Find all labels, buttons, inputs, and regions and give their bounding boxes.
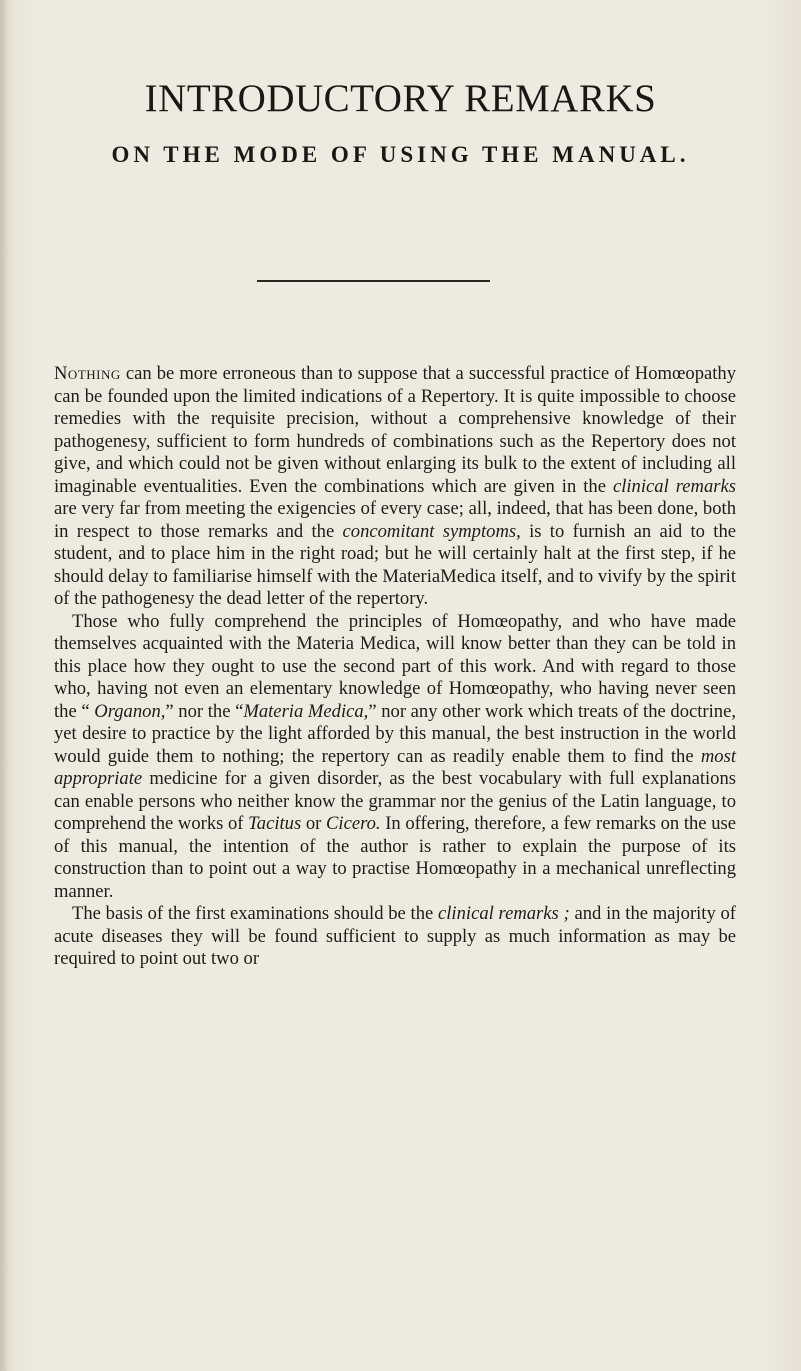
text-run: can be more erroneous than to suppose that a successful practice of Homœopathy can be founded upon the limited indications of a Repertory. It is quite impossible to choose remedies with the requisite precision, without a comprehensive knowledge of their pathogenesy, sufficient to form hundreds of combinations such as the Repertory does not give, and which could not be given without enlarging its bulk to the extent of including all imaginable eventualities. Even the combinations which are given in the (54, 363, 736, 497)
italic-run: clinical remarks ; (438, 903, 570, 924)
chapter-title: INTRODUCTORY REMARKS (144, 77, 657, 120)
paragraph-3 (54, 903, 736, 971)
italic-run: Tacitus (248, 813, 302, 834)
text-run: ” nor any other work which treats of the doctrine, yet desire to practice by the light afforded by this manual, the best instruction in the world would guide them to nothing; the repertory can as readily enable them to find the (54, 700, 736, 767)
italic-run: Organon, (94, 700, 166, 722)
binding-shadow (0, 0, 8, 1371)
text-run: The basis of the first examinations should be the (72, 903, 439, 924)
text-run: or (301, 813, 327, 834)
text-run: are very far from meeting the exigencies of every case; all, indeed, that has been done, both in respect to those remarks and the (54, 498, 736, 542)
text-run: ” nor the “ (165, 700, 244, 722)
text-run: medicine for a given disorder, as the best vocabulary with full explanations can enable persons who neither know the grammar nor the genius of the Latin language, to comprehend the works of (54, 768, 736, 834)
body-text (54, 363, 736, 971)
text-run: Those who fully comprehend the principles of Homœopathy, and who have made themselves acquainted with the Materia Medica, will know better than they can be told in this place how they ought to use the second part of this work. And with regard to those who, having not even an elementary knowledge of Homœopathy, who having never seen the “ (54, 610, 736, 722)
chapter-subtitle: ON THE MODE OF USING THE MANUAL. (111, 142, 690, 167)
paragraph-1 (54, 363, 736, 611)
text-run: and in the majority of acute diseases they will be found sufficient to supply as much information as may be required to point out two or (54, 903, 737, 969)
text-run: is to furnish an aid to the student, and to place him in the right road; but he will certainly halt at the first step, if he should delay to familiarise himself with the MateriaMedica itself, and to vivify by the spirit of the pathogenesy the dead letter of the repertory. (54, 520, 736, 609)
paragraph-2 (54, 611, 736, 904)
italic-run: most appropriate (54, 745, 736, 789)
italic-run: concomitant symptoms, (342, 520, 521, 542)
text-run: In offering, therefore, a few remarks on the use of this manual, the intention of the author is rather to explain the purpose of its construction than to point out a way to practise Homœopathy in a mechanical unreflecting manner. (54, 813, 736, 902)
italic-run: clinical remarks (612, 475, 736, 497)
italic-run: Cicero. (326, 813, 381, 834)
lead-word: Nothing (54, 363, 121, 384)
section-divider (257, 280, 490, 282)
italic-run: Materia Medica, (243, 700, 369, 722)
